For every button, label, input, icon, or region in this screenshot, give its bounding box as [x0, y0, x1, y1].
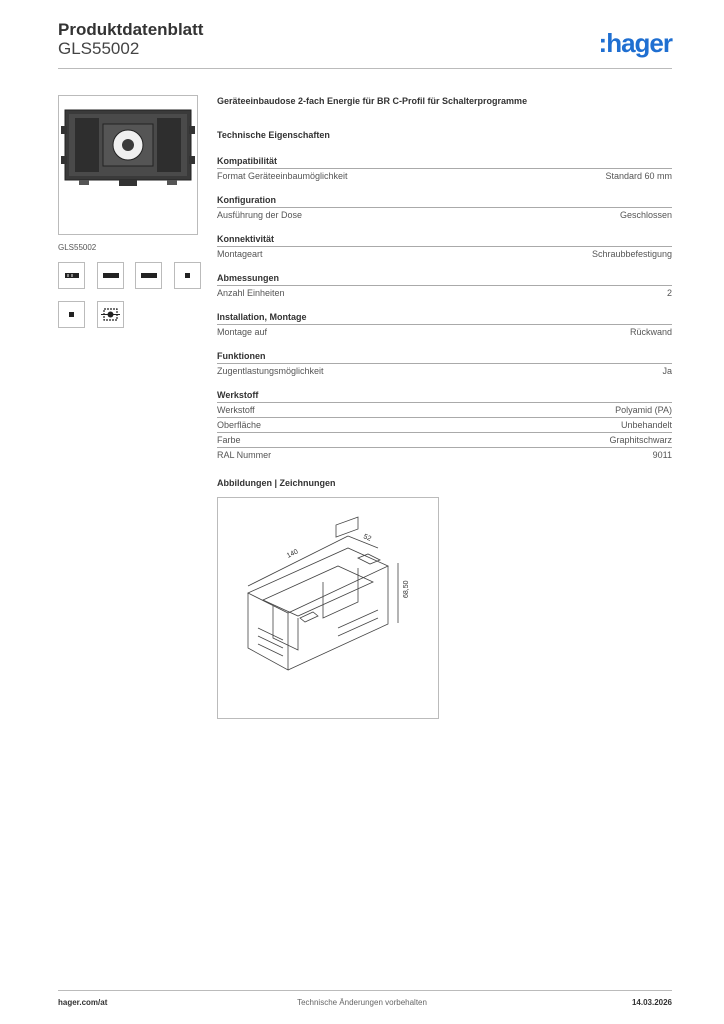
spec-group-title: Werkstoff: [217, 390, 259, 400]
spec-label: Zugentlastungsmöglichkeit: [217, 366, 324, 376]
photo-caption: GLS55002: [58, 243, 97, 252]
spec-label: Farbe: [217, 435, 241, 445]
footer-divider: [58, 990, 672, 991]
spec-label: Montageart: [217, 249, 263, 259]
spec-row: [217, 417, 672, 432]
hager-logo[interactable]: :hager: [598, 28, 672, 58]
spec-group-werkstoff: [217, 390, 672, 462]
connector-icon: [58, 262, 85, 289]
spec-value: 9011: [652, 450, 672, 460]
spec-group-title: Installation, Montage: [217, 312, 307, 322]
specs-heading: Technische Eigenschaften: [217, 130, 330, 140]
spec-row: [217, 324, 672, 339]
spec-group-funktionen: [217, 351, 672, 378]
dim-depth-label: 52: [362, 533, 373, 543]
spec-group-konfiguration: [217, 195, 672, 222]
spec-group-kompatibilitaet: [217, 156, 672, 183]
product-photo: [58, 95, 198, 235]
page-title: Produktdatenblatt: [58, 20, 204, 39]
spec-value: Unbehandelt: [620, 420, 672, 430]
spec-value: Ja: [662, 366, 672, 376]
header-divider: [58, 68, 672, 69]
spec-group-title: Abmessungen: [217, 273, 280, 283]
dim-width-label: 140: [285, 548, 300, 560]
spec-row: [217, 432, 672, 447]
footer-website-link[interactable]: hager.com/at: [58, 998, 108, 1007]
spec-row: [217, 402, 672, 417]
spec-label: Montage auf: [217, 327, 268, 337]
connector-icon: [135, 262, 162, 289]
small-square-icon: [174, 262, 201, 289]
spec-group-title: Konfiguration: [217, 195, 276, 205]
spec-content: [217, 96, 672, 462]
spec-group-title: Kompatibilität: [217, 156, 277, 166]
spec-group-title: Funktionen: [217, 351, 266, 361]
spec-value: Geschlossen: [619, 210, 672, 220]
spec-group-konnektivitaet: [217, 234, 672, 261]
small-square-icon: [58, 301, 85, 328]
spec-group-abmessungen: [217, 273, 672, 300]
spec-group-installation: [217, 312, 672, 339]
spec-row: [217, 363, 672, 378]
footer-notice: Technische Änderungen vorbehalten: [297, 998, 427, 1007]
spec-label: Werkstoff: [217, 405, 255, 415]
spec-value: Graphitschwarz: [609, 435, 672, 445]
spec-value: Polyamid (PA): [615, 405, 672, 415]
spec-row: [217, 207, 672, 222]
figures-heading: Abbildungen | Zeichnungen: [217, 478, 336, 488]
spec-label: Oberfläche: [217, 420, 262, 430]
spec-row: [217, 285, 672, 300]
spec-value: Rückwand: [629, 327, 672, 337]
spec-label: Format Geräteeinbaumöglichkeit: [217, 171, 348, 181]
spec-label: Ausführung der Dose: [217, 210, 303, 220]
socket-diagram-icon: [97, 301, 124, 328]
connector-icon: [97, 262, 124, 289]
product-code: GLS55002: [58, 39, 140, 58]
spec-group-title: Konnektivität: [217, 234, 275, 244]
spec-value: Standard 60 mm: [605, 171, 672, 181]
technical-drawing: [217, 497, 439, 719]
spec-row: [217, 447, 672, 462]
spec-row: [217, 168, 672, 183]
spec-label: RAL Nummer: [217, 450, 272, 460]
spec-label: Anzahl Einheiten: [217, 288, 285, 298]
spec-value: Schraubbefestigung: [591, 249, 672, 259]
product-description: Geräteeinbaudose 2-fach Energie für BR C-Profil für Schalterprogramme: [217, 96, 528, 106]
footer-date: 14.03.2026: [631, 998, 672, 1007]
spec-row: [217, 246, 672, 261]
logo-text: hager: [606, 28, 672, 58]
dim-height-label: 68,50: [403, 580, 410, 598]
spec-value: 2: [666, 288, 672, 298]
